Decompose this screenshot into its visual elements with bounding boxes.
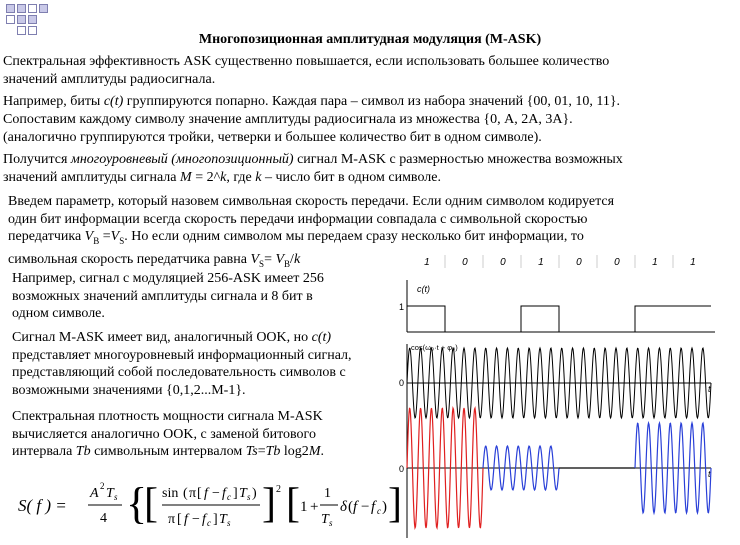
formula-minus2: − — [192, 512, 200, 527]
formula-plus: + — [310, 499, 319, 515]
bit-label: 0 — [576, 257, 582, 268]
p7-line4: возможными значениями {0,1,2...M-1}. — [12, 382, 246, 398]
p6-line1: Например, сигнал с модуляцией 256-ASK имеет 256 — [12, 271, 324, 286]
formula-bracket2-left: [ — [286, 481, 300, 527]
formula-bar1-close: ] — [233, 486, 238, 501]
p8-3b: символьным интервалом — [90, 444, 246, 460]
formula-pi2: π — [168, 512, 176, 527]
mask-zero-label: 0 — [399, 464, 405, 474]
p5-3a: передатчика — [8, 229, 85, 245]
formula-fc2: f — [202, 512, 206, 527]
logo-squares — [6, 4, 58, 34]
p4-k2: k — [255, 169, 262, 185]
ct-label: c(t) — [417, 284, 430, 294]
formula-fc3-sub: c — [377, 506, 381, 516]
formula-lhs: S( f ) = — [18, 496, 67, 515]
p4-b: сигнал M-ASK с размерностью множества возможных — [293, 152, 623, 167]
p2-text-a: Например, биты — [3, 94, 104, 109]
formula-fc2-sub: c — [207, 518, 211, 528]
formula-fc1: f — [222, 486, 226, 501]
formula-T2: T — [219, 512, 227, 527]
psd-formula — [18, 478, 402, 534]
p8-line1: Спектральная плотность мощности сигнала M-ASK — [12, 409, 323, 424]
bit-label: 1 — [538, 257, 544, 268]
paragraph-mask-signal — [12, 329, 352, 399]
bit-label: 0 — [462, 257, 468, 268]
p4-a: Получится — [3, 152, 71, 167]
bit-labels — [424, 255, 696, 268]
p4-d: = 2^ — [191, 169, 221, 185]
formula-paren-r: ) — [252, 486, 257, 501]
carrier-zero-label: 0 — [399, 378, 405, 388]
formula-Ts-num: T — [106, 486, 114, 501]
formula-fc1-sub: c — [227, 492, 231, 502]
bit-label: 1 — [690, 257, 696, 268]
p5-vs: V — [110, 229, 120, 245]
p8-3c: = — [257, 444, 266, 460]
p2-ct: c(t) — [103, 94, 124, 109]
formula-bar2: [ — [177, 512, 182, 527]
p7-line3: представляющий собой последовательность символов с — [12, 365, 346, 381]
formula-Ts-num-sub: s — [114, 492, 118, 502]
formula-minus3: − — [361, 499, 370, 515]
p7-line2: представляет многоуровневый информационный сигнал, — [12, 347, 352, 363]
p5-vs-sub: S — [119, 235, 125, 246]
formula-A: A — [90, 486, 99, 501]
formula-T1: T — [239, 486, 247, 501]
ct-one-label: 1 — [399, 302, 405, 312]
p5-vb: V — [84, 229, 94, 245]
mask-segment — [635, 423, 711, 513]
paragraph-spectral-efficiency — [3, 53, 609, 88]
p4-e: , где — [226, 169, 256, 185]
formula-T2-sub: s — [227, 518, 231, 528]
formula-brace-left: { — [126, 479, 148, 528]
formula-four: 4 — [100, 511, 107, 526]
p4-c: значений амплитуды сигнала — [3, 169, 181, 185]
formula-one: 1 — [300, 499, 308, 515]
formula-f3: f — [353, 499, 358, 515]
mask-segment — [483, 446, 559, 490]
p4-italic: многоуровневый (многопозиционный) — [70, 152, 294, 167]
formula-A-sup: 2 — [100, 481, 105, 491]
p5-3b: = — [99, 229, 111, 245]
p5-eq: = — [264, 251, 276, 267]
p4-f: – число бит в одном символе. — [261, 169, 441, 185]
bit-label: 1 — [652, 257, 658, 268]
formula-bracket2-right: ] — [388, 481, 402, 527]
formula-f1: f — [204, 486, 208, 501]
paragraph-256ask-example — [12, 270, 324, 323]
p5-vb-sub: B — [93, 235, 100, 246]
waveform-figure — [395, 252, 717, 540]
p8-m: M — [308, 444, 321, 460]
p5-line1: Введем параметр, который назовем символьная скорость передачи. Если одним символом кодируется — [8, 194, 615, 209]
formula-bracket-right: ] — [262, 481, 276, 527]
p6-line3: одном символе. — [12, 306, 105, 322]
paragraph-bit-pairs — [3, 93, 620, 111]
bit-label: 0 — [500, 257, 506, 268]
p3-line1: Сопоставим каждому символу значение амплитуды радиосигнала из множества {0, A, 2A, 3A}. — [3, 112, 573, 127]
p8-ts: Ts — [245, 444, 258, 460]
formula-sin: sin — [162, 486, 179, 501]
p1-line1: Спектральная эффективность ASK существенно повышается, если использовать большее количество — [3, 54, 610, 69]
p2-text-b: группируются попарно. Каждая пара – символ из набора значений {00, 01, 10, 11}. — [123, 94, 621, 109]
formula-f2: f — [184, 512, 188, 527]
mask-t-label: t — [708, 469, 711, 479]
formula-paren-l: ( — [183, 486, 188, 501]
p5-vb2-sub: B — [284, 258, 291, 269]
formula-exp: 2 — [276, 484, 281, 495]
p8-line2: вычисляется аналогично OOK, с заменой битового — [12, 426, 316, 442]
formula-one2: 1 — [324, 486, 331, 501]
p5-k: k — [293, 251, 301, 267]
formula-pi: π — [189, 486, 197, 501]
waveform-svg — [395, 252, 717, 540]
p8-3a: интервала — [12, 444, 76, 460]
p5-4a: символьная скорость передатчика равна — [8, 251, 251, 267]
p5-line2: один бит информации всегда скорость передачи информации совпадала с символьной скоростью — [8, 211, 588, 227]
p1-line2: значений амплитуды радиосигнала. — [3, 71, 216, 87]
formula-fc3: f — [371, 499, 376, 515]
p5-vb2: V — [275, 251, 285, 267]
p4-k: k — [220, 169, 227, 185]
p8-3d: log2 — [280, 444, 309, 460]
formula-bar2-close: ] — [213, 512, 218, 527]
formula-T1-sub: s — [247, 492, 251, 502]
ct-waveform — [407, 306, 711, 332]
formula-delta: δ — [340, 499, 347, 515]
p5-3c: . Но если одним символом мы передаем сразу несколько бит информации, то — [124, 229, 584, 245]
bit-label: 0 — [614, 257, 620, 268]
formula-bracket-left: [ — [144, 481, 158, 527]
carrier-label: cos(ω₀·t + φ₀) — [411, 343, 458, 352]
bit-label: 1 — [424, 257, 430, 268]
p5-vs2: V — [250, 251, 260, 267]
slide-title: Многопозиционная амплитудная модуляция (M-ASK) — [198, 32, 542, 47]
carrier-t-label: t — [708, 384, 711, 394]
paragraph-psd — [12, 408, 324, 461]
p8-tb: Tb — [75, 444, 91, 460]
p8-tb2: Tb — [265, 444, 281, 460]
p5-vs2-sub: S — [259, 258, 265, 269]
formula-bar1: [ — [197, 486, 202, 501]
paragraph-amplitude-set — [3, 111, 573, 146]
formula-minus1: − — [212, 486, 220, 501]
paragraph-multilevel — [3, 151, 623, 186]
p7-ct: c(t) — [311, 330, 332, 345]
p7-1a: Сигнал M-ASK имеет вид, аналогичный OOK, но — [12, 330, 312, 345]
p6-line2: возможных значений амплитуды сигнала и 8 бит в — [12, 288, 313, 304]
p5-slash: / — [290, 251, 294, 267]
formula-T3: T — [321, 512, 329, 527]
p4-m: M — [180, 169, 192, 185]
formula-paren2-r: ) — [382, 499, 387, 515]
p8-3e: . — [320, 444, 324, 460]
mask-segment — [407, 408, 483, 528]
formula-T3-sub: s — [329, 518, 333, 528]
p3-line2: (аналогично группируются тройки, четверки и большее количество бит в одном символе). — [3, 129, 542, 145]
formula-paren2-l: ( — [348, 499, 353, 515]
